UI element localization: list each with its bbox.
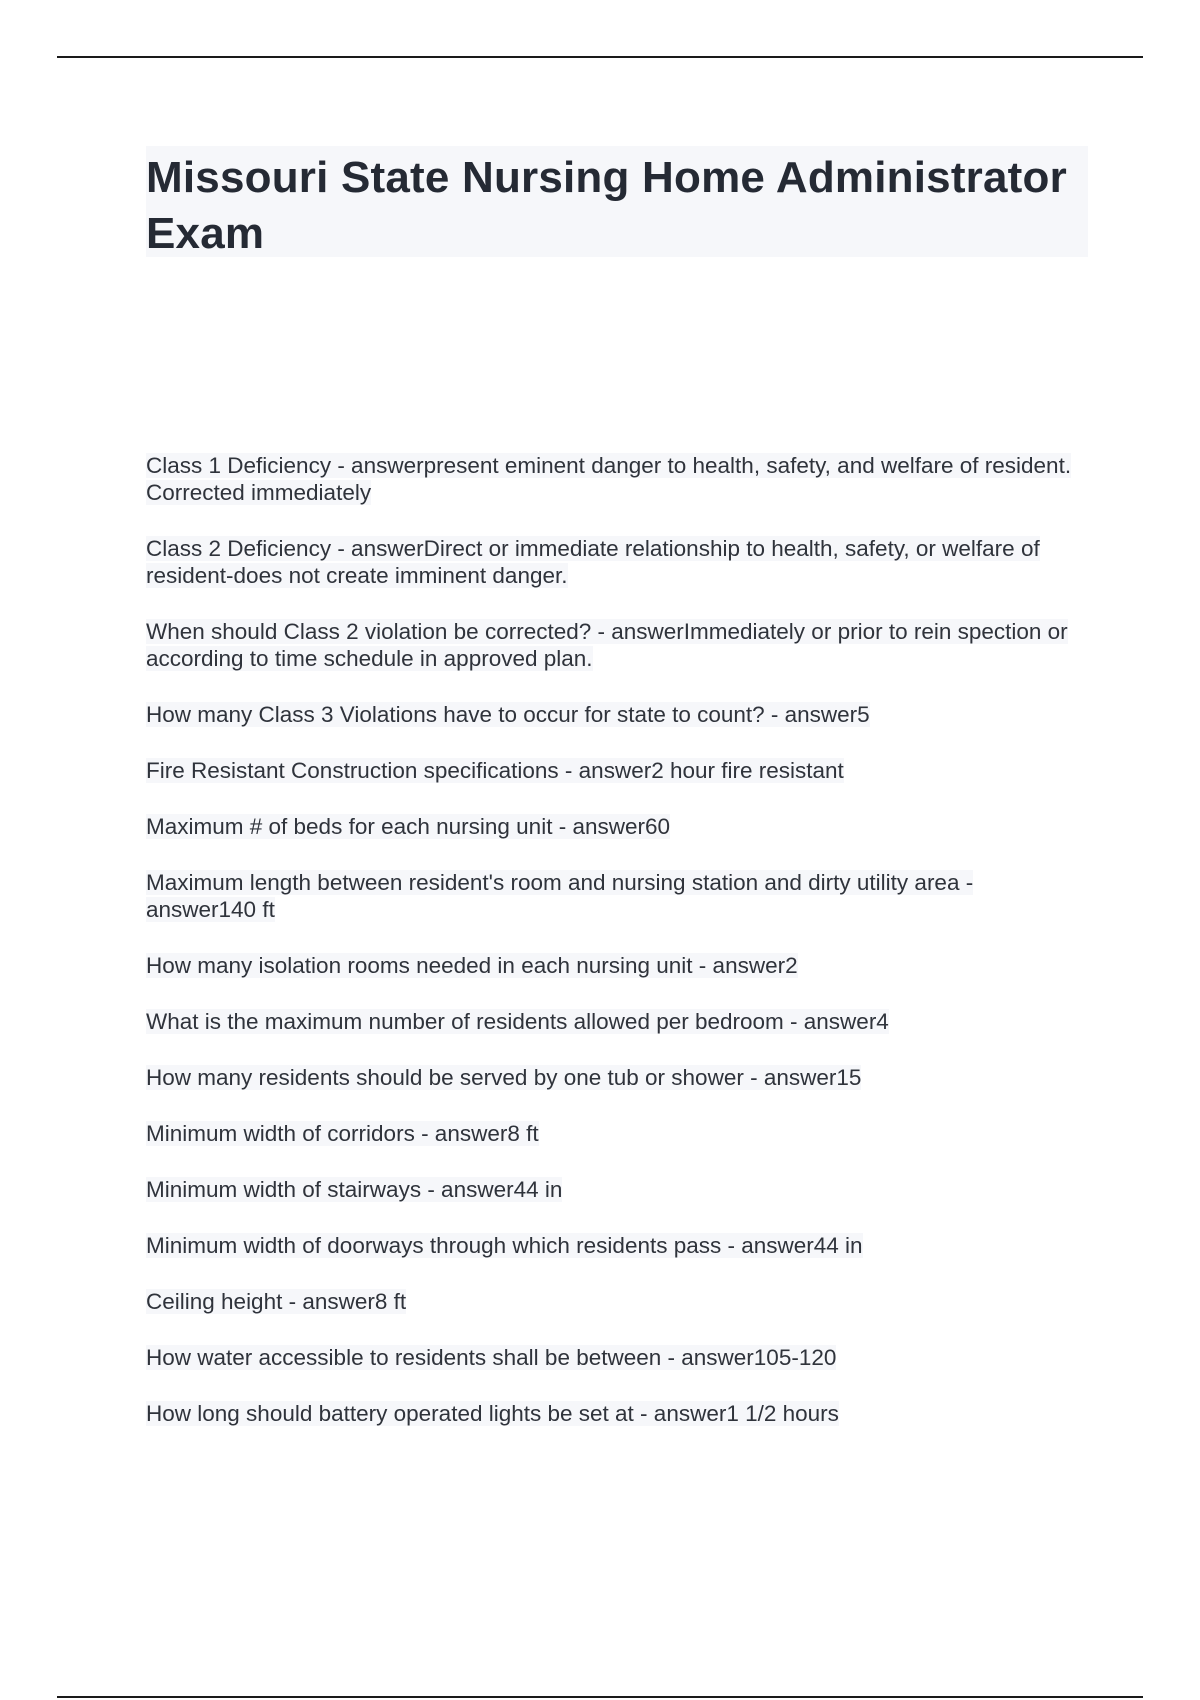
top-divider bbox=[57, 56, 1143, 58]
qa-item bbox=[146, 618, 1088, 672]
qa-text: Minimum width of stairways - answer44 in bbox=[146, 1177, 563, 1202]
qa-item bbox=[146, 757, 1088, 784]
qa-text: Minimum width of corridors - answer8 ft bbox=[146, 1121, 539, 1146]
qa-text: How water accessible to residents shall be between - answer105-120 bbox=[146, 1345, 837, 1370]
qa-text: Class 1 Deficiency - answerpresent eminent danger to health, safety, and welfare of resident. Corrected immediately bbox=[146, 453, 1072, 505]
qa-item bbox=[146, 952, 1088, 979]
qa-text: How many isolation rooms needed in each nursing unit - answer2 bbox=[146, 953, 798, 978]
qa-text: Class 2 Deficiency - answerDirect or immediate relationship to health, safety, or welfare of resident-does not create imminent danger. bbox=[146, 536, 1040, 588]
qa-item bbox=[146, 452, 1088, 506]
qa-item bbox=[146, 1232, 1088, 1259]
qa-text: How long should battery operated lights be set at - answer1 1/2 hours bbox=[146, 1401, 839, 1426]
qa-text: Maximum # of beds for each nursing unit - answer60 bbox=[146, 814, 671, 839]
qa-item bbox=[146, 1344, 1088, 1371]
qa-item bbox=[146, 1400, 1088, 1427]
qa-item bbox=[146, 1176, 1088, 1203]
qa-item bbox=[146, 535, 1088, 589]
qa-item bbox=[146, 1288, 1088, 1315]
qa-text: Minimum width of doorways through which residents pass - answer44 in bbox=[146, 1233, 863, 1258]
qa-text: How many residents should be served by one tub or shower - answer15 bbox=[146, 1065, 862, 1090]
qa-item bbox=[146, 1064, 1088, 1091]
qa-item bbox=[146, 701, 1088, 728]
qa-item bbox=[146, 869, 1088, 923]
qa-text: Fire Resistant Construction specifications - answer2 hour fire resistant bbox=[146, 758, 844, 783]
qa-item bbox=[146, 1008, 1088, 1035]
qa-text: What is the maximum number of residents allowed per bedroom - answer4 bbox=[146, 1009, 889, 1034]
qa-text: Ceiling height - answer8 ft bbox=[146, 1289, 407, 1314]
page-title: Missouri State Nursing Home Administrator Exam bbox=[146, 153, 1067, 258]
qa-list bbox=[146, 452, 1088, 1456]
qa-text: Maximum length between resident's room and nursing station and dirty utility area - answer140 ft bbox=[146, 870, 974, 922]
qa-text: How many Class 3 Violations have to occur for state to count? - answer5 bbox=[146, 702, 870, 727]
qa-text: When should Class 2 violation be corrected? - answerImmediately or prior to rein spection or according to time schedule in approved plan. bbox=[146, 619, 1068, 671]
title-block bbox=[146, 146, 1088, 257]
bottom-divider bbox=[57, 1696, 1143, 1698]
qa-item bbox=[146, 813, 1088, 840]
qa-item bbox=[146, 1120, 1088, 1147]
